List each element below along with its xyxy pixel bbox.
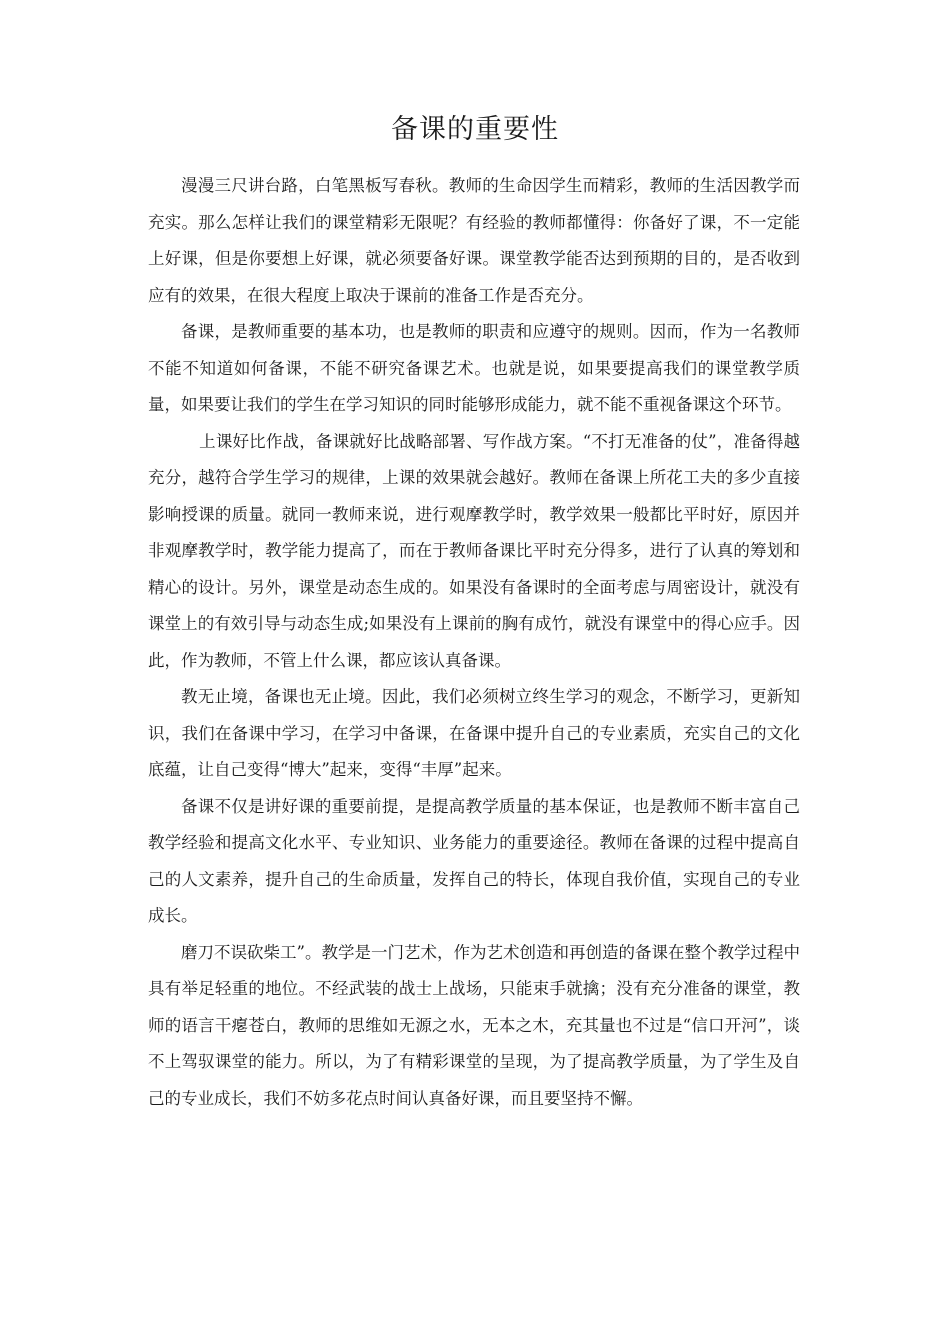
paragraph-2: 备课，是教师重要的基本功，也是教师的职责和应遵守的规则。因而，作为一名教师不能不知道如何备课，不能不研究备课艺术。也就是说，如果要提高我们的课堂教学质量，如果要让我们的学生在学习知识的同时能够形成能力，就不能不重视备课这个环节。 (148, 322, 800, 414)
paragraph-3: 上课好比作战，备课就好比战略部署、写作战方案。“不打无准备的仗”，准备得越充分，越符合学生学习的规律，上课的效果就会越好。教师在备课上所花工夫的多少直接影响授课的质量。就同一教师来说，进行观摩教学时，教学效果一般都比平时好，原因并非观摩教学时，教学能力提高了，而在于教师备课比平时充分得多，进行了认真的筹划和精心的设计。另外，课堂是动态生成的。如果没有备课时的全面考虑与周密设计，就没有课堂上的有效引导与动态生成;如果没有上课前的胸有成竹，就没有课堂中的得心应手。因此，作为教师，不管上什么课，都应该认真备课。 (148, 431, 800, 670)
paragraph-1: 漫漫三尺讲台路，白笔黑板写春秋。教师的生命因学生而精彩，教师的生活因教学而充实。那么怎样让我们的课堂精彩无限呢？有经验的教师都懂得：你备好了课，不一定能上好课，但是你要想上好课，就必须要备好课。课堂教学能否达到预期的目的，是否收到应有的效果，在很大程度上取决于课前的准备工作是否充分。 (148, 176, 800, 305)
paragraph-6: 磨刀不误砍柴工”。教学是一门艺术，作为艺术创造和再创造的备课在整个教学过程中具有举足轻重的地位。不经武装的战士上战场，只能束手就擒；没有充分准备的课堂，教师的语言干瘪苍白，教师的思维如无源之水，无本之木，充其量也不过是“信口开河”，谈不上驾驭课堂的能力。所以，为了有精彩课堂的呈现，为了提高教学质量，为了学生及自己的专业成长，我们不妨多花点时间认真备好课，而且要坚持不懈。 (148, 942, 800, 1108)
document-body (148, 168, 800, 1117)
document-title: 备课的重要性 (391, 114, 559, 145)
paragraph-5: 备课不仅是讲好课的重要前提，是提高教学质量的基本保证，也是教师不断丰富自己教学经验和提高文化水平、专业知识、业务能力的重要途径。教师在备课的过程中提高自己的人文素养，提升自己的生命质量，发挥自己的特长，体现自我价值，实现自己的专业成长。 (148, 796, 800, 925)
paragraph-4: 教无止境，备课也无止境。因此，我们必须树立终生学习的观念，不断学习，更新知识，我们在备课中学习，在学习中备课，在备课中提升自己的专业素质，充实自己的文化底蕴，让自己变得“博大”起来，变得“丰厚”起来。 (148, 687, 800, 779)
